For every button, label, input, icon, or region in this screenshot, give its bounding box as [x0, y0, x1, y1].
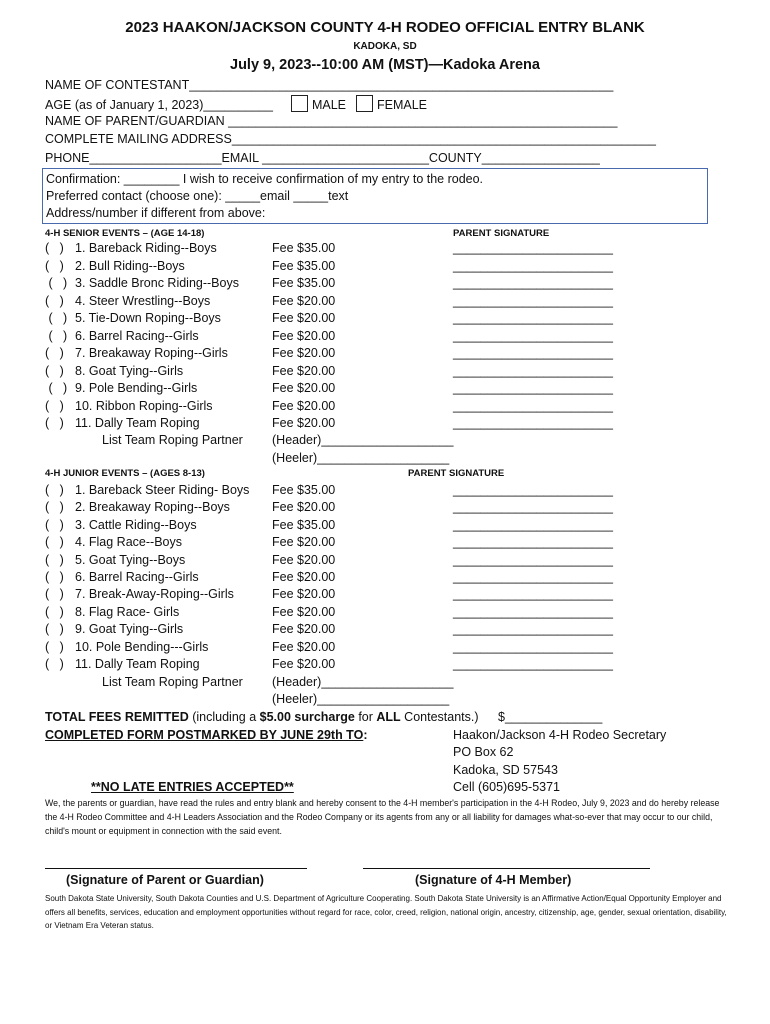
parent-signature-field[interactable]: _______________________ — [453, 604, 613, 619]
event-name: 6. Barrel Racing--Girls — [75, 328, 199, 343]
surcharge-amount: $5.00 surcharge — [259, 710, 355, 724]
county-field[interactable]: COUNTY_________________ — [428, 151, 600, 165]
event-fee: Fee $20.00 — [272, 604, 336, 619]
age-field[interactable]: AGE (as of January 1, 2023)__________ — [45, 98, 273, 112]
parent-signature-field[interactable]: _______________________ — [453, 570, 613, 584]
event-name: 4. Flag Race--Boys — [75, 535, 182, 550]
contestant-name-field[interactable]: NAME OF CONTESTANT_____________________________________________________________ — [45, 78, 614, 92]
event-name: 6. Barrel Racing--Girls — [75, 570, 199, 584]
event-checkbox[interactable]: ( ) — [45, 639, 64, 654]
event-fee: Fee $20.00 — [272, 535, 336, 550]
parent-signature-field[interactable]: _______________________ — [453, 535, 613, 550]
parent-signature-field[interactable]: _______________________ — [453, 258, 613, 273]
event-checkbox[interactable]: ( ) — [45, 328, 68, 343]
cell-phone: Cell (605)695-5371 — [453, 780, 561, 794]
event-name: 9. Pole Bending--Girls — [75, 381, 198, 395]
event-name: 3. Saddle Bronc Riding--Boys — [75, 276, 239, 290]
total-fees-line — [45, 710, 479, 724]
event-fee: Fee $35.00 — [272, 483, 336, 497]
parent-signature-field[interactable]: _______________________ — [453, 517, 613, 532]
phone-field[interactable]: PHONE___________________ — [45, 151, 222, 165]
event-checkbox[interactable]: ( ) — [45, 416, 64, 430]
postmark-deadline: COMPLETED FORM POSTMARKED BY JUNE 29th TO — [45, 728, 364, 742]
event-name: 7. Breakaway Roping--Girls — [75, 346, 228, 360]
email-field[interactable]: EMAIL ________________________ — [221, 151, 429, 165]
parent-signature-field[interactable]: _______________________ — [453, 416, 613, 430]
total-fees-label: TOTAL FEES REMITTED — [45, 710, 189, 724]
parent-signature-line[interactable] — [45, 868, 307, 869]
postmark-colon: : — [363, 728, 368, 742]
male-label: MALE — [311, 98, 346, 112]
event-checkbox[interactable]: ( ) — [45, 535, 64, 550]
total-fees-text-mid: for — [354, 710, 377, 724]
event-fee: Fee $20.00 — [272, 570, 336, 584]
event-checkbox[interactable]: ( ) — [45, 258, 64, 273]
event-name: 8. Flag Race- Girls — [75, 604, 180, 619]
event-checkbox[interactable]: ( ) — [45, 241, 64, 255]
event-fee: Fee $35.00 — [272, 276, 336, 290]
event-checkbox[interactable]: ( ) — [45, 311, 68, 325]
age-row — [45, 95, 427, 112]
parent-signature-field[interactable]: _______________________ — [453, 276, 613, 290]
parent-signature-field[interactable]: _______________________ — [453, 293, 613, 308]
city-state-zip: Kadoka, SD 57543 — [453, 763, 558, 777]
event-checkbox[interactable]: ( ) — [45, 587, 64, 602]
mailing-address-field[interactable]: COMPLETE MAILING ADDRESS_____________________________________________________________ — [45, 132, 656, 146]
event-checkbox[interactable]: ( ) — [45, 381, 68, 395]
member-signature-line[interactable] — [363, 868, 650, 869]
parent-signature-field[interactable]: _______________________ — [453, 381, 613, 395]
junior-events-heading: 4-H JUNIOR EVENTS – (AGES 8-13) — [45, 468, 205, 479]
event-name: 11. Dally Team Roping — [75, 416, 200, 430]
event-fee: Fee $20.00 — [272, 293, 336, 308]
male-checkbox[interactable] — [291, 95, 308, 112]
event-checkbox[interactable]: ( ) — [45, 363, 64, 378]
parent-signature-field[interactable]: _______________________ — [453, 241, 613, 255]
junior-signature-heading: PARENT SIGNATURE — [408, 468, 505, 479]
po-box: PO Box 62 — [453, 745, 514, 759]
event-checkbox[interactable]: ( ) — [45, 657, 64, 671]
form-title: 2023 HAAKON/JACKSON COUNTY 4-H RODEO OFFICIAL ENTRY BLANK — [125, 19, 645, 36]
senior-signature-heading: PARENT SIGNATURE — [453, 228, 550, 239]
parent-signature-field[interactable]: _______________________ — [453, 346, 613, 360]
parent-signature-field[interactable]: _______________________ — [453, 311, 613, 325]
event-name: 7. Break-Away-Roping--Girls — [75, 587, 234, 602]
total-fees-text: (including a — [188, 710, 260, 724]
event-name: 5. Goat Tying--Boys — [75, 552, 186, 567]
contact-row — [45, 151, 600, 165]
parent-signature-field[interactable]: _______________________ — [453, 398, 613, 413]
event-name: 11. Dally Team Roping — [75, 657, 200, 671]
all-contestants: ALL — [376, 710, 401, 724]
event-name: 3. Cattle Riding--Boys — [75, 517, 197, 532]
event-checkbox[interactable]: ( ) — [45, 398, 64, 413]
event-fee: Fee $20.00 — [272, 346, 336, 360]
female-checkbox[interactable] — [356, 95, 373, 112]
event-fee: Fee $20.00 — [272, 328, 336, 343]
event-fee: Fee $20.00 — [272, 398, 336, 413]
event-name: 1. Bareback Steer Riding- Boys — [75, 483, 250, 497]
event-name: 10. Pole Bending---Girls — [75, 639, 209, 654]
event-checkbox[interactable]: ( ) — [45, 604, 64, 619]
consent-paragraph: We, the parents or guardian, have read the rules and entry blank and hereby consent to the 4-H member's participation in the 4-H Rodeo, July 9, 2023 and do hereby release the 4-H Rodeo Committee and 4-H Leaders Association and the Rodeo Company or its agents from any or all liability for damages what-so-ever that may occur to our child, child's mount or equipment in connection with the said event. — [45, 798, 720, 836]
event-fee: Fee $20.00 — [272, 381, 336, 395]
event-date-line: July 9, 2023--10:00 AM (MST)—Kadoka Arena — [230, 57, 540, 73]
event-location: KADOKA, SD — [353, 41, 417, 52]
senior-heeler-field[interactable]: (Heeler)___________________ — [272, 451, 450, 465]
event-name: 4. Steer Wrestling--Boys — [75, 293, 211, 308]
event-fee: Fee $35.00 — [272, 258, 336, 273]
secretary-name: Haakon/Jackson 4-H Rodeo Secretary — [453, 728, 667, 742]
event-name: 5. Tie-Down Roping--Boys — [75, 311, 221, 325]
parent-signature-field[interactable]: _______________________ — [453, 622, 613, 637]
junior-header-field[interactable]: (Header)___________________ — [272, 675, 454, 689]
member-signature-label: (Signature of 4-H Member) — [415, 873, 572, 887]
event-checkbox[interactable]: ( ) — [45, 346, 64, 360]
parent-signature-field[interactable]: _______________________ — [453, 328, 613, 343]
event-fee: Fee $20.00 — [272, 416, 336, 430]
senior-events-heading: 4-H SENIOR EVENTS – (AGE 14-18) — [45, 228, 205, 239]
event-name: 2. Bull Riding--Boys — [75, 258, 185, 273]
event-fee: Fee $20.00 — [272, 311, 336, 325]
senior-header-field[interactable]: (Header)___________________ — [272, 433, 454, 447]
event-checkbox[interactable]: ( ) — [45, 552, 64, 567]
no-late-entries-notice: **NO LATE ENTRIES ACCEPTED** — [91, 780, 294, 794]
event-checkbox[interactable]: ( ) — [45, 517, 64, 532]
junior-partner-label: List Team Roping Partner — [102, 675, 243, 689]
total-fees-text-end: Contestants.) — [400, 710, 479, 724]
event-fee: Fee $20.00 — [272, 657, 336, 671]
junior-heeler-field[interactable]: (Heeler)___________________ — [272, 692, 450, 706]
parent-signature-field[interactable]: _______________________ — [453, 639, 613, 654]
parent-signature-label: (Signature of Parent or Guardian) — [66, 873, 264, 887]
event-checkbox[interactable]: ( ) — [45, 293, 64, 308]
event-fee: Fee $20.00 — [272, 552, 336, 567]
parent-signature-field[interactable]: _______________________ — [453, 587, 613, 602]
preferred-contact-line[interactable]: Preferred contact (choose one): _____email _____text — [46, 189, 349, 203]
event-fee: Fee $20.00 — [272, 639, 336, 654]
event-fee: Fee $20.00 — [272, 363, 336, 378]
senior-partner-label: List Team Roping Partner — [102, 433, 243, 447]
event-name: 2. Breakaway Roping--Boys — [75, 500, 230, 515]
parent-signature-field[interactable]: _______________________ — [453, 657, 613, 671]
event-fee: Fee $20.00 — [272, 622, 336, 637]
event-name: 8. Goat Tying--Girls — [75, 363, 184, 378]
event-fee: Fee $20.00 — [272, 500, 336, 515]
confirmation-line[interactable]: Confirmation: ________ I wish to receive confirmation of my entry to the rodeo. — [46, 172, 484, 186]
event-checkbox[interactable]: ( ) — [45, 622, 64, 637]
footer-disclaimer: South Dakota State University, South Dakota Counties and U.S. Department of Agriculture Cooperating. South Dakota State University is an Affirmative Action/Equal Opportunity Employer and offers all benefits, services, education and employment opportunities without regard for race, color, creed, religion, national origin, ancestry, citizenship, age, gender, sexual orientation, disability, or Vietnam Era Veteran status. — [45, 894, 727, 930]
event-checkbox[interactable]: ( ) — [45, 276, 68, 290]
event-fee: Fee $35.00 — [272, 517, 336, 532]
parent-name-field[interactable]: NAME OF PARENT/GUARDIAN ________________________________________________________ — [45, 114, 618, 128]
event-name: 1. Bareback Riding--Boys — [75, 241, 217, 255]
event-name: 10. Ribbon Roping--Girls — [75, 398, 213, 413]
event-name: 9. Goat Tying--Girls — [75, 622, 184, 637]
parent-signature-field[interactable]: _______________________ — [453, 500, 613, 515]
postmark-line — [45, 728, 368, 742]
event-checkbox[interactable]: ( ) — [45, 570, 64, 584]
total-fees-amount-field[interactable]: $______________ — [498, 710, 603, 724]
alt-address-line[interactable]: Address/number if different from above: — [46, 206, 266, 220]
event-checkbox[interactable]: ( ) — [45, 483, 64, 497]
parent-signature-field[interactable]: _______________________ — [453, 483, 613, 497]
event-checkbox[interactable]: ( ) — [45, 500, 64, 515]
event-fee: Fee $20.00 — [272, 587, 336, 602]
event-fee: Fee $35.00 — [272, 241, 336, 255]
parent-signature-field[interactable]: _______________________ — [453, 363, 613, 378]
parent-signature-field[interactable]: _______________________ — [453, 552, 613, 567]
female-label: FEMALE — [376, 98, 427, 112]
